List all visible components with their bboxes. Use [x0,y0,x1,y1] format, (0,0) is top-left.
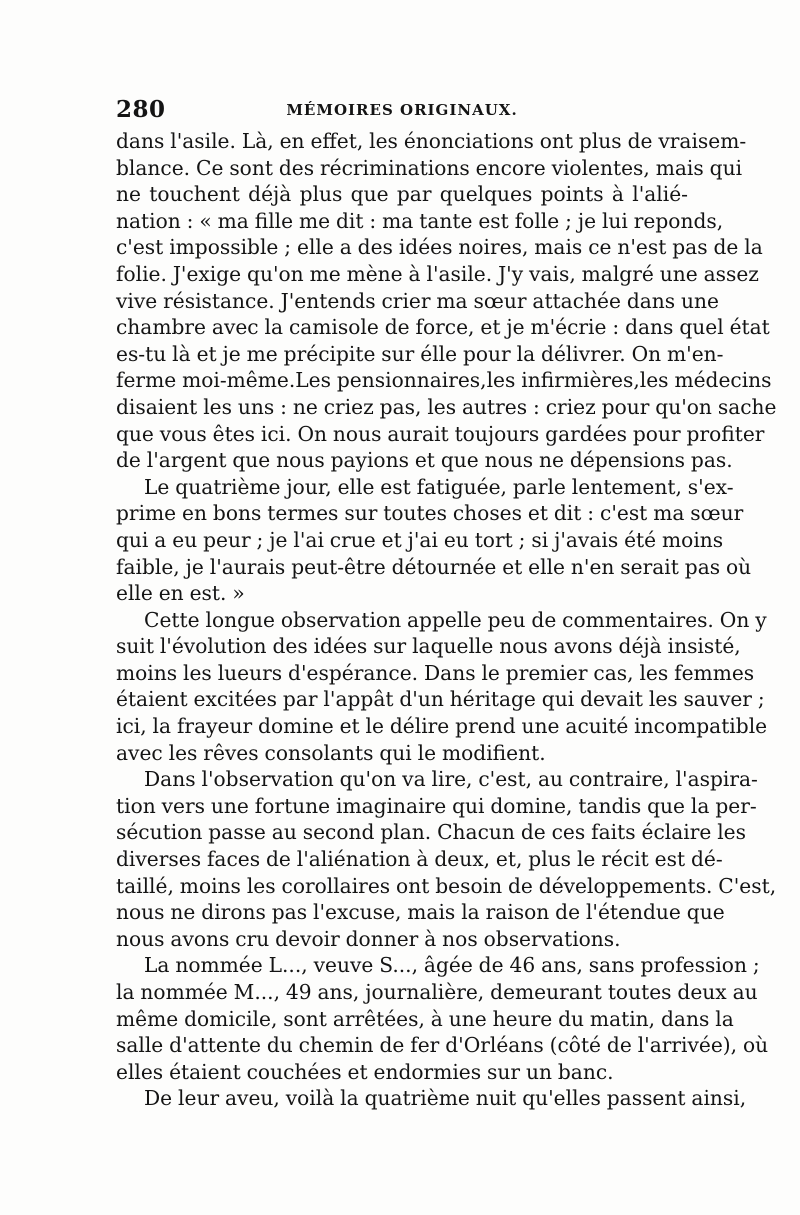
text-line: qui a eu peur ; je l'ai crue et j'ai eu tort ; si j'avais été moins [116,527,724,552]
text-line: ici, la frayeur domine et le délire prend une acuité incompatible [116,714,768,739]
text-line: De leur aveu, voilà la quatrième nuit qu'elles passent ainsi, [144,1086,747,1111]
text-line: elles étaient couchées et endormies sur un banc. [116,1059,614,1084]
text-line: chambre avec la camisole de force, et je m'écrie : dans quel état [116,315,770,340]
running-header [116,96,688,126]
text-line: nous avons cru devoir donner à nos observations. [116,926,621,951]
text-line: vive résistance. J'entends crier ma sœur attachée dans une [116,288,720,313]
text-line: même domicile, sont arrêtées, à une heure du matin, dans la [116,1006,734,1031]
text-line: de l'argent que nous payions et que nous ne dépensions pas. [116,448,733,473]
text-line: Cette longue observation appelle peu de commentaires. On y [144,607,767,632]
page-number: 280 [116,96,166,123]
text-line: blance. Ce sont des récriminations encore violentes, mais qui [116,155,743,180]
text-line: tion vers une fortune imaginaire qui domine, tandis que la per- [116,793,757,818]
text-line: Dans l'observation qu'on va lire, c'est, au contraire, l'aspira- [144,767,758,792]
text-line: la nommée M..., 49 ans, journalière, demeurant toutes deux au [116,980,758,1004]
text-line: c'est impossible ; elle a des idées noires, mais ce n'est pas de la [116,235,763,260]
text-line: es-tu là et je me précipite sur élle pour la délivrer. On m'en- [116,341,724,366]
text-line: avec les rêves consolants qui le modifient. [116,740,546,765]
text-line: étaient excitées par l'appât d'un héritage qui devait les sauver ; [116,687,765,712]
text-line: nous ne dirons pas l'excuse, mais la raison de l'étendue que [116,900,725,925]
text-line: faible, je l'aurais peut-être détournée et elle n'en serait pas où [116,554,752,579]
text-line: disaient les uns : ne criez pas, les autres : criez pour qu'on sache [116,394,777,419]
text-line: que vous êtes ici. On nous aurait toujours gardées pour profiter [116,421,765,446]
text-line: ne touchent déjà plus que par quelques points à l'alié- [116,182,688,207]
text-line: prime en bons termes sur toutes choses et dit : c'est ma sœur [116,501,744,526]
text-line: diverses faces de l'aliénation à deux, et, plus le récit est dé- [116,847,723,872]
text-line: dans l'asile. Là, en effet, les énonciations ont plus de vraisem- [116,129,747,153]
text-line: moins les lueurs d'espérance. Dans le premier cas, les femmes [116,660,755,685]
text-line: elle en est. » [116,581,245,606]
text-line: nation : « ma fille me dit : ma tante est folle ; je lui reponds, [116,208,724,233]
text-line: ferme moi-même.Les pensionnaires,les infirmières,les médecins [116,368,772,393]
text-line: folie. J'exige qu'on me mène à l'asile. J'y vais, malgré une assez [116,261,759,286]
text-line: sécution passe au second plan. Chacun de ces faits éclaire les [116,820,746,845]
body-text [116,128,777,1112]
running-title: MÉMOIRES ORIGINAUX. [286,101,518,119]
text-line: salle d'attente du chemin de fer d'Orléans (côté de l'arrivée), où [116,1033,769,1058]
text-line: Le quatrième jour, elle est fatiguée, parle lentement, s'ex- [144,474,734,499]
text-line: La nommée L..., veuve S..., âgée de 46 ans, sans profession ; [144,953,760,978]
text-line: suit l'évolution des idées sur laquelle nous avons déjà insisté, [116,634,741,659]
text-line: taillé, moins les corollaires ont besoin de développements. C'est, [116,873,777,898]
